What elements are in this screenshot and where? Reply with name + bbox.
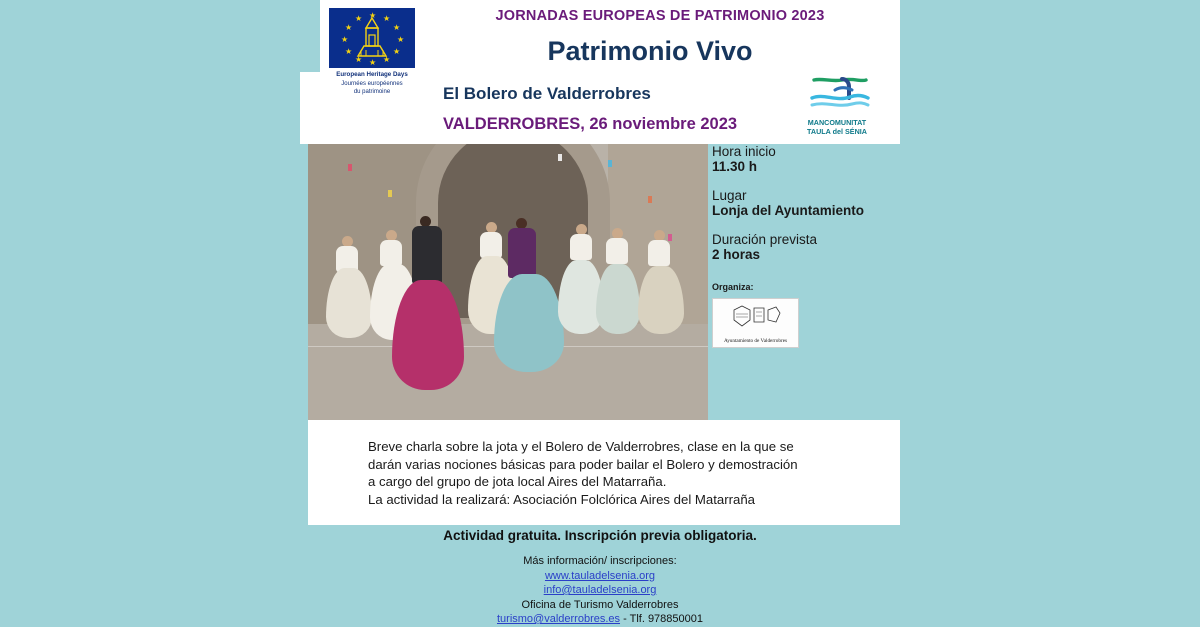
dancer-bodice: [412, 226, 442, 284]
lugar-value: Lonja del Ayuntamiento: [712, 203, 865, 218]
dancer-skirt: [596, 264, 640, 334]
eu-flag-icon: ★ ★ ★ ★ ★ ★ ★ ★ ★ ★ ★ ★: [329, 8, 415, 68]
confetti: [558, 154, 562, 161]
mancomunitat-logo: [787, 76, 887, 142]
event-photo: [308, 144, 708, 420]
ayuntamiento-logo: [712, 298, 799, 348]
organiza-label: Organiza:: [712, 282, 754, 292]
description-line-3: a cargo del grupo de jota local Aires del Matarraña.: [368, 474, 667, 489]
description-block: [308, 420, 900, 525]
dancer-blouse: [606, 238, 628, 264]
dancer-blouse: [648, 240, 670, 266]
duracion-value: 2 horas: [712, 247, 761, 262]
confetti: [388, 190, 392, 197]
description-line-4: La actividad la realizará: Asociación Folclórica Aires del Matarraña: [368, 491, 756, 507]
poster: [300, 0, 900, 627]
monument-icon: [354, 16, 390, 60]
website-link[interactable]: www.tauladelsenia.org: [544, 569, 656, 582]
mancomunitat-line2: TAULA del SÉNIA: [807, 127, 867, 136]
european-heritage-days-logo: [322, 4, 422, 132]
event-subtitle: El Bolero de Valderrobres: [443, 84, 651, 103]
confetti: [348, 164, 352, 171]
lugar-label: Lugar: [712, 188, 747, 203]
footer-contact: [300, 554, 900, 627]
confetti: [608, 160, 612, 167]
dancer-skirt-pink: [392, 280, 464, 390]
coat-of-arms-icon: [730, 304, 782, 330]
description-line-2: darán varias nociones básicas para poder bailar el Bolero y demostración: [368, 456, 798, 472]
confetti: [648, 196, 652, 203]
email-link[interactable]: info@tauladelsenia.org: [543, 584, 657, 596]
free-activity-notice: Actividad gratuita. Inscripción previa obligatoria.: [443, 528, 757, 543]
mas-info-label: Más información/ inscripciones:: [523, 555, 677, 567]
ehd-line3: du patrimoine: [353, 89, 391, 96]
ayuntamiento-caption: Ayuntamiento de Valderrobres: [723, 338, 788, 344]
page-title: Patrimonio Vivo: [547, 36, 753, 66]
event-place-date: VALDERROBRES, 26 noviembre 2023: [443, 115, 738, 133]
dancer-skirt: [326, 268, 372, 338]
dancer-skirt: [638, 266, 684, 334]
mancomunitat-mark-icon: [802, 76, 872, 116]
dancer-bodice: [508, 228, 536, 278]
dancer-blouse: [380, 240, 402, 266]
hora-value: 11.30 h: [712, 159, 758, 174]
ehd-caption: [322, 71, 422, 97]
jornadas-heading: JORNADAS EUROPEAS DE PATRIMONIO 2023: [495, 8, 825, 24]
dancer-blouse: [570, 234, 592, 260]
ehd-line1: European Heritage Days: [336, 71, 408, 78]
phone-number: - Tlf. 978850001: [620, 613, 703, 625]
mancomunitat-line1: MANCOMUNITAT: [807, 118, 867, 127]
hora-label: Hora inicio: [712, 144, 776, 159]
oficina-turismo-label: Oficina de Turismo Valderrobres: [521, 598, 679, 611]
ehd-line2: Journées européennes: [341, 80, 403, 87]
dancer-blouse: [480, 232, 502, 258]
event-info-panel: [708, 144, 900, 420]
description-line-1: Breve charla sobre la jota y el Bolero de Valderrobres, clase en la que se: [368, 439, 794, 454]
confetti: [668, 234, 672, 241]
dancer-skirt-teal: [494, 274, 564, 372]
tourism-email-link[interactable]: turismo@valderrobres.es: [496, 613, 621, 625]
duracion-label: Duración prevista: [712, 232, 818, 247]
